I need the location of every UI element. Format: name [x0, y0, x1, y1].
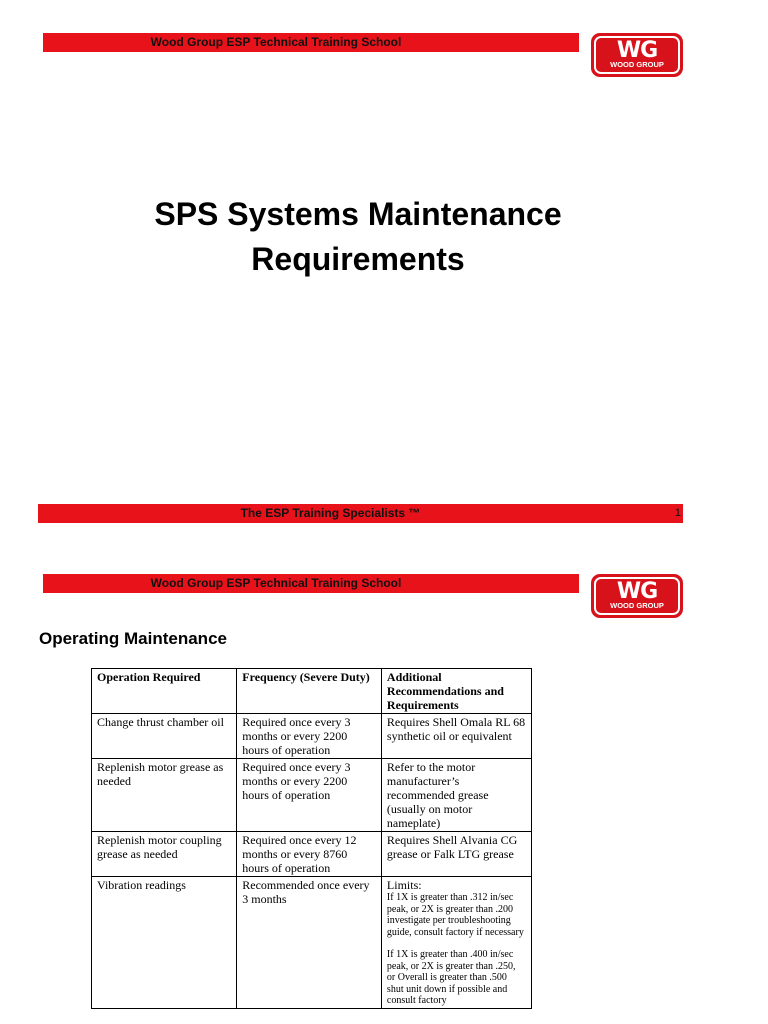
title-line-1: SPS Systems Maintenance: [154, 196, 562, 232]
wood-group-logo: [591, 33, 683, 77]
header-banner: Wood Group ESP Technical Training School: [43, 574, 579, 593]
cell-frequency: Recommended once every 3 months: [237, 877, 382, 1009]
header-recommendations: Additional Recommendations and Requirements: [381, 669, 531, 714]
table-row: [92, 714, 532, 759]
cell-recommendation: Refer to the motor manufacturer’s recommended grease (usually on motor nameplate): [381, 759, 531, 832]
cell-operation: Replenish motor grease as needed: [92, 759, 237, 832]
footer-text: The ESP Training Specialists ™: [240, 506, 421, 520]
table-header-row: [92, 669, 532, 714]
cell-operation: Replenish motor coupling grease as needed: [92, 832, 237, 877]
header-banner: Wood Group ESP Technical Training School: [43, 33, 579, 52]
cell-recommendation: Requires Shell Omala RL 68 synthetic oil or equivalent: [381, 714, 531, 759]
cell-frequency: Required once every 12 months or every 8760 hours of operation: [237, 832, 382, 877]
title-line-2: Requirements: [251, 241, 465, 277]
cell-frequency: Required once every 3 months or every 2200 hours of operation: [237, 714, 382, 759]
limits-heading: Limits:: [386, 878, 422, 892]
section-title: Operating Maintenance: [39, 629, 227, 648]
limits-paragraph-2: If 1X is greater than .400 in/sec peak, or 2X is greater than .250, or Overall is greater than .500 shut unit down if possible and consult factory: [386, 949, 516, 1006]
logo-border: [594, 577, 680, 615]
slide-operating-maintenance: [0, 560, 768, 1024]
table-row: [92, 759, 532, 832]
page-title: [60, 192, 656, 282]
cell-recommendation: Requires Shell Alvania CG grease or Falk LTG grease: [381, 832, 531, 877]
logo-mark: WG: [616, 38, 658, 63]
header-operation: Operation Required: [92, 669, 237, 714]
header-frequency: Frequency (Severe Duty): [237, 669, 382, 714]
page-number: 1: [674, 507, 681, 519]
wood-group-logo: [591, 574, 683, 618]
table-row: [92, 877, 532, 1009]
cell-frequency: Required once every 3 months or every 2200 hours of operation: [237, 759, 382, 832]
logo-border: [594, 36, 680, 74]
table-row: [92, 832, 532, 877]
logo-text: WOOD GROUP: [610, 601, 664, 610]
cell-operation: Vibration readings: [92, 877, 237, 1009]
logo-text: WOOD GROUP: [610, 60, 664, 69]
logo-mark: WG: [616, 579, 658, 604]
cell-limits: [381, 877, 531, 1009]
limits-paragraph-1: If 1X is greater than .312 in/sec peak, or 2X is greater than .200 investigate per troubleshooting guide, consult factory if necessary: [386, 892, 524, 938]
maintenance-table: [91, 668, 532, 1009]
footer-banner: [38, 504, 683, 523]
cell-operation: Change thrust chamber oil: [92, 714, 237, 759]
